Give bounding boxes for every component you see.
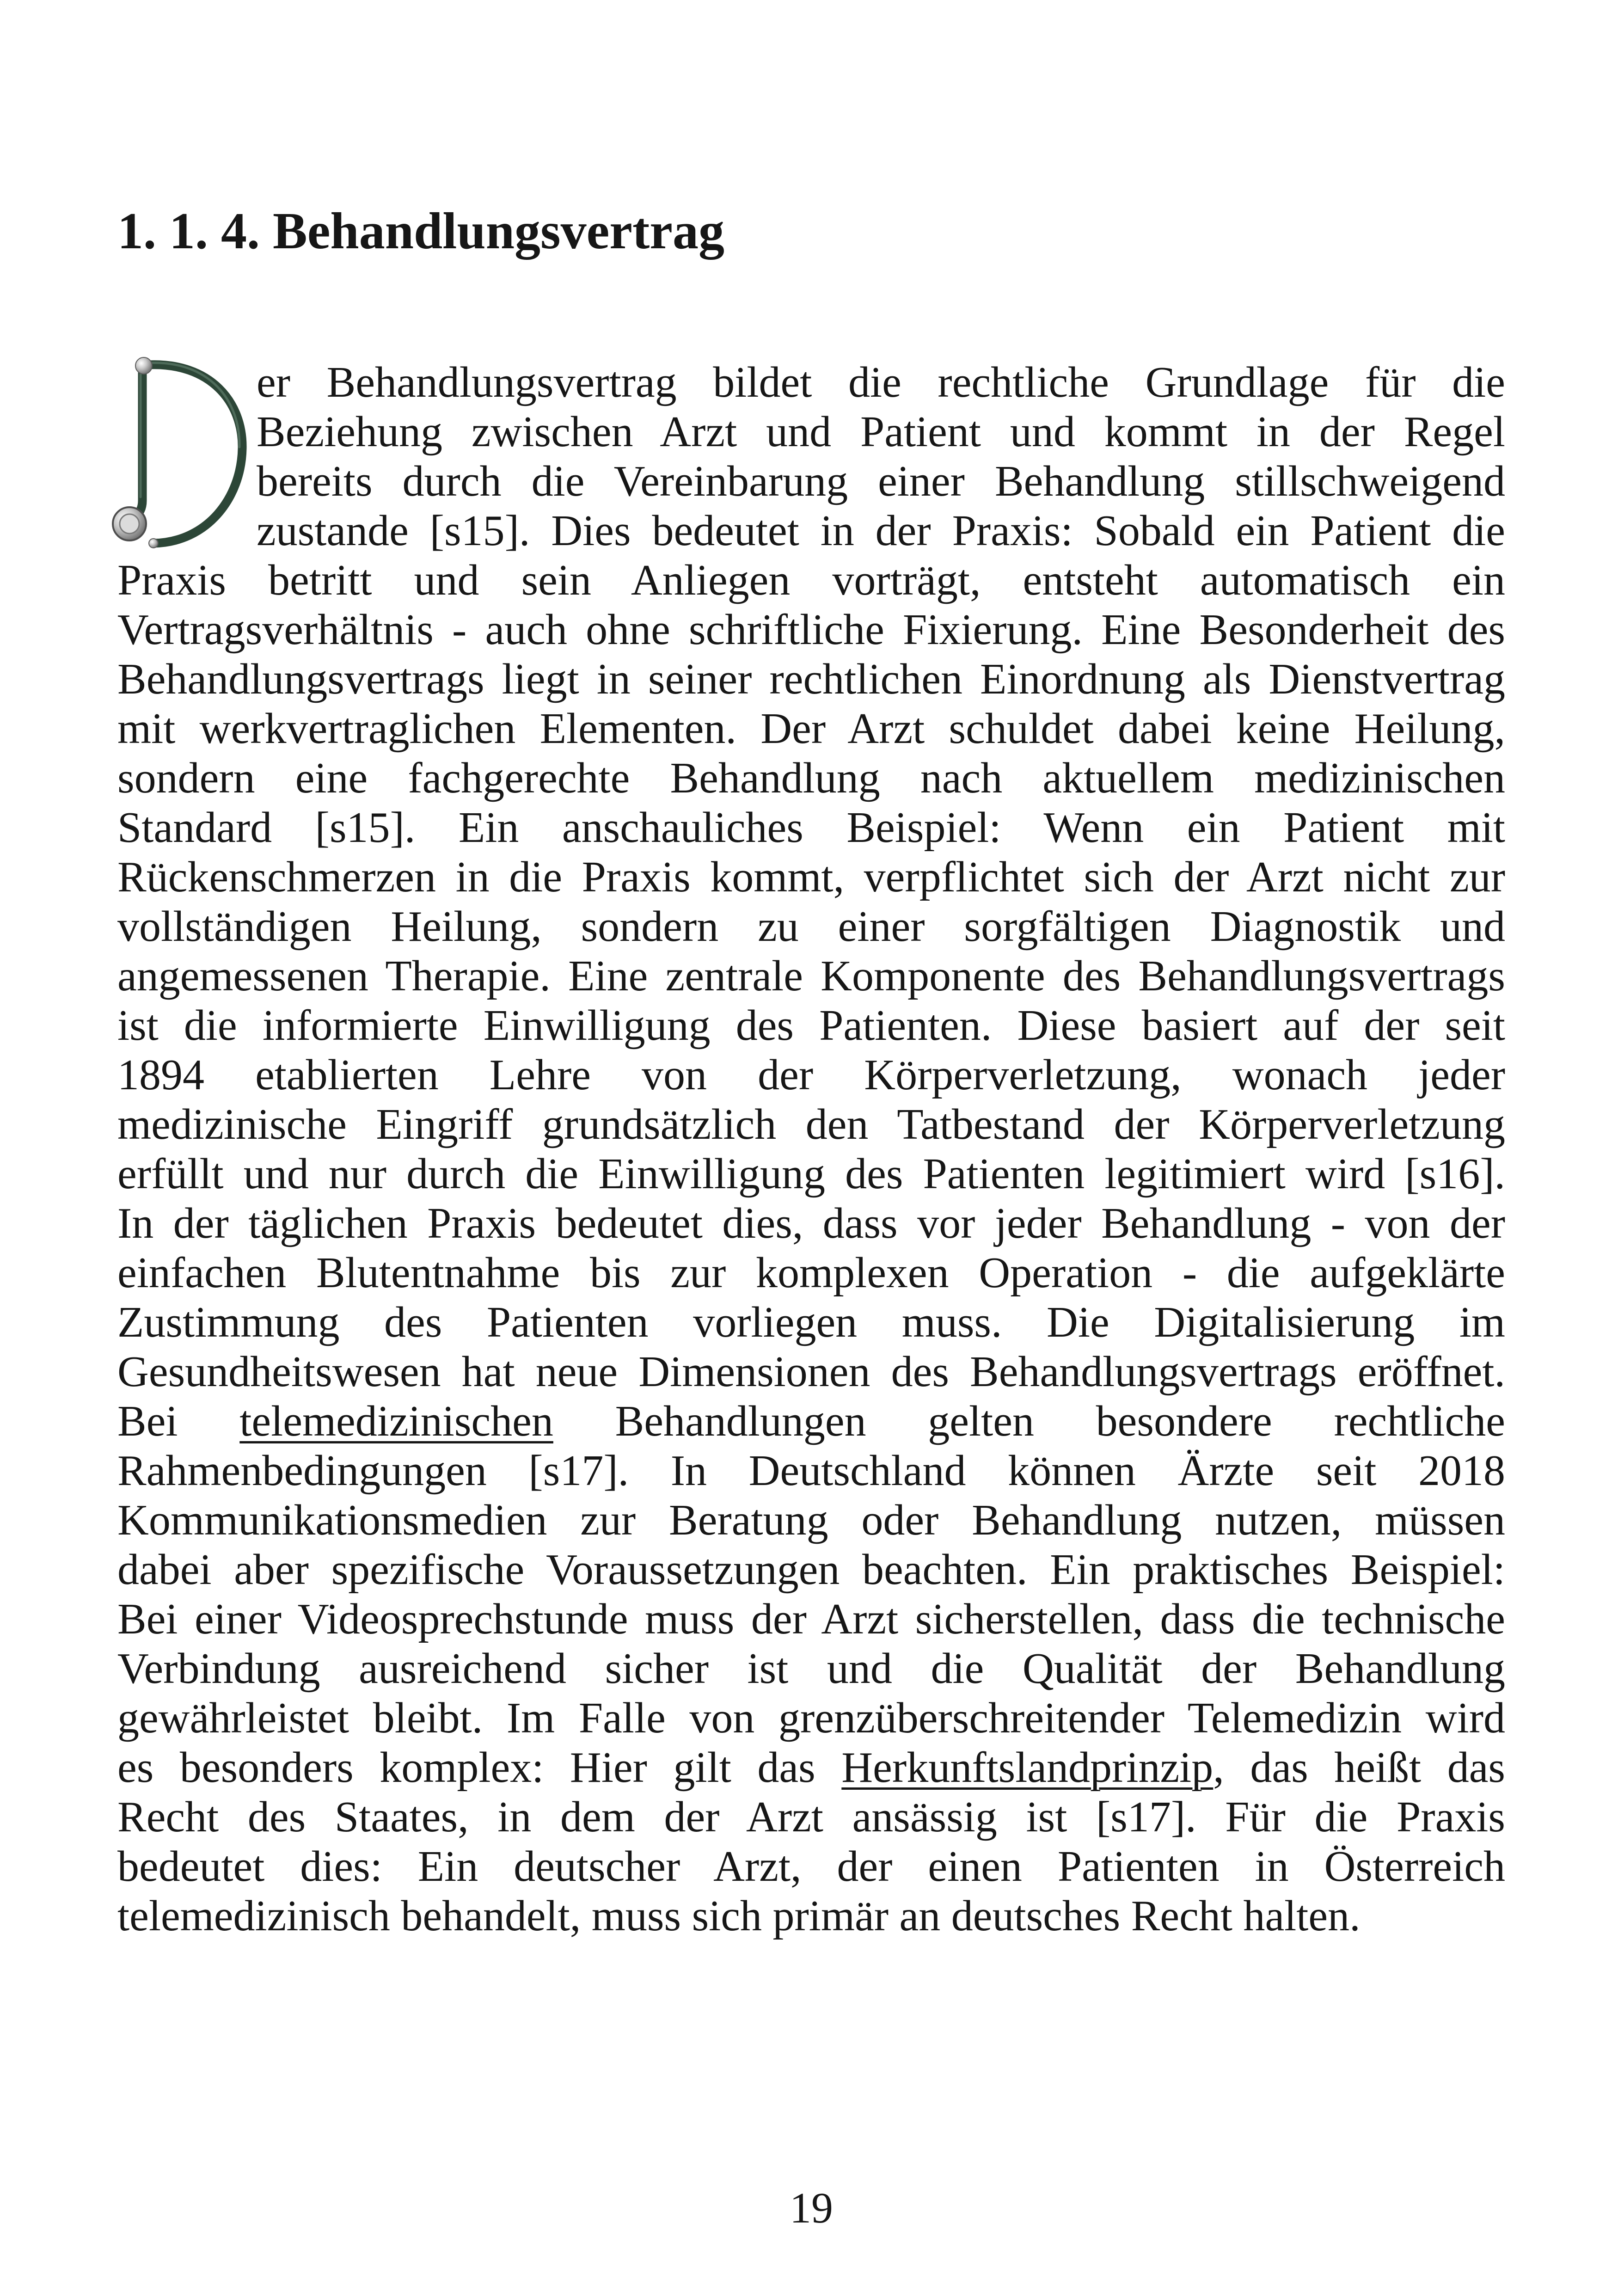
text-line: Praxis betritt und sein Anliegen vorträgt, entsteht automatisch ein (117, 556, 1505, 604)
text-line: Standard [s15]. Ein anschauliches Beispiel: Wenn ein Patient mit (117, 804, 1505, 852)
text-segment: Behandlungen gelten besondere rechtliche (615, 1397, 1505, 1445)
text-line: Rahmenbedingungen [s17]. In Deutschland können Ärzte seit 2018 (117, 1447, 1505, 1495)
text-line: vollständigen Heilung, sondern zu einer sorgfältigen Diagnostik und (117, 902, 1505, 951)
text-line: Rückenschmerzen in die Praxis kommt, verpflichtet sich der Arzt nicht zur (117, 853, 1505, 901)
text-line: Behandlungsvertrags liegt in seiner rechtlichen Einordnung als Dienstvertrag (117, 655, 1505, 703)
body-paragraph (117, 358, 1505, 1941)
text-line: 1894 etablierten Lehre von der Körperverletzung, wonach jeder (117, 1051, 1505, 1099)
text-line: telemedizinisch behandelt, muss sich primär an deutsches Recht halten. (117, 1892, 1361, 1940)
text-line: Vertragsverhältnis - auch ohne schriftliche Fixierung. Eine Besonderheit des (117, 606, 1505, 654)
page-number: 19 (790, 2184, 833, 2232)
text-segment: Bei (117, 1397, 178, 1445)
text-line: bereits durch die Vereinbarung einer Behandlung stillschweigend (257, 457, 1505, 505)
text-line: Bei einer Videosprechstunde muss der Arzt sicherstellen, dass die technische (117, 1595, 1505, 1643)
text-line: sondern eine fachgerechte Behandlung nach aktuellem medizinischen (117, 754, 1505, 802)
text-line: Gesundheitswesen hat neue Dimensionen des Behandlungsvertrags eröffnet. (117, 1348, 1505, 1396)
text-line: ist die informierte Einwilligung des Patienten. Diese basiert auf der seit (117, 1001, 1505, 1050)
text-line: angemessenen Therapie. Eine zentrale Komponente des Behandlungsvertrags (117, 952, 1505, 1000)
text-line: dabei aber spezifische Voraussetzungen beachten. Ein praktisches Beispiel: (117, 1546, 1505, 1594)
text-line: mit werkvertraglichen Elementen. Der Arzt schuldet dabei keine Heilung, (117, 705, 1505, 753)
text-line: medizinische Eingriff grundsätzlich den Tatbestand der Körperverletzung (117, 1100, 1505, 1148)
text-segment: es besonders komplex: Hier gilt das (117, 1743, 815, 1792)
text-line: In der täglichen Praxis bedeutet dies, dass vor jeder Behandlung - von der (117, 1199, 1505, 1247)
text-line: Recht des Staates, in dem der Arzt ansässig ist [s17]. Für die Praxis (117, 1793, 1505, 1841)
section-heading: 1. 1. 4. Behandlungsvertrag (117, 203, 724, 260)
text-line (117, 1397, 1505, 1446)
text-segment: , das heißt das (1213, 1743, 1506, 1792)
text-line: erfüllt und nur durch die Einwilligung des Patienten legitimiert wird [s16]. (117, 1150, 1505, 1198)
underlined-term-link[interactable]: telemedizinischen (239, 1397, 553, 1445)
underlined-term-link[interactable]: Herkunftslandprinzip (841, 1743, 1214, 1792)
text-line: einfachen Blutentnahme bis zur komplexen Operation - die aufgeklärte (117, 1249, 1505, 1297)
text-line: er Behandlungsvertrag bildet die rechtliche Grundlage für die (257, 358, 1505, 406)
text-line: Kommunikationsmedien zur Beratung oder Behandlung nutzen, müssen (117, 1496, 1505, 1544)
text-line: bedeutet dies: Ein deutscher Arzt, der einen Patienten in Österreich (117, 1842, 1505, 1891)
text-line: Beziehung zwischen Arzt und Patient und kommt in der Regel (257, 408, 1505, 456)
text-line: zustande [s15]. Dies bedeutet in der Praxis: Sobald ein Patient die (257, 507, 1505, 555)
text-line: Zustimmung des Patienten vorliegen muss. Die Digitalisierung im (117, 1298, 1505, 1346)
text-line (117, 1743, 1505, 1793)
text-line: gewährleistet bleibt. Im Falle von grenzüberschreitender Telemedizin wird (117, 1694, 1505, 1742)
text-line: Verbindung ausreichend sicher ist und die Qualität der Behandlung (117, 1645, 1505, 1693)
